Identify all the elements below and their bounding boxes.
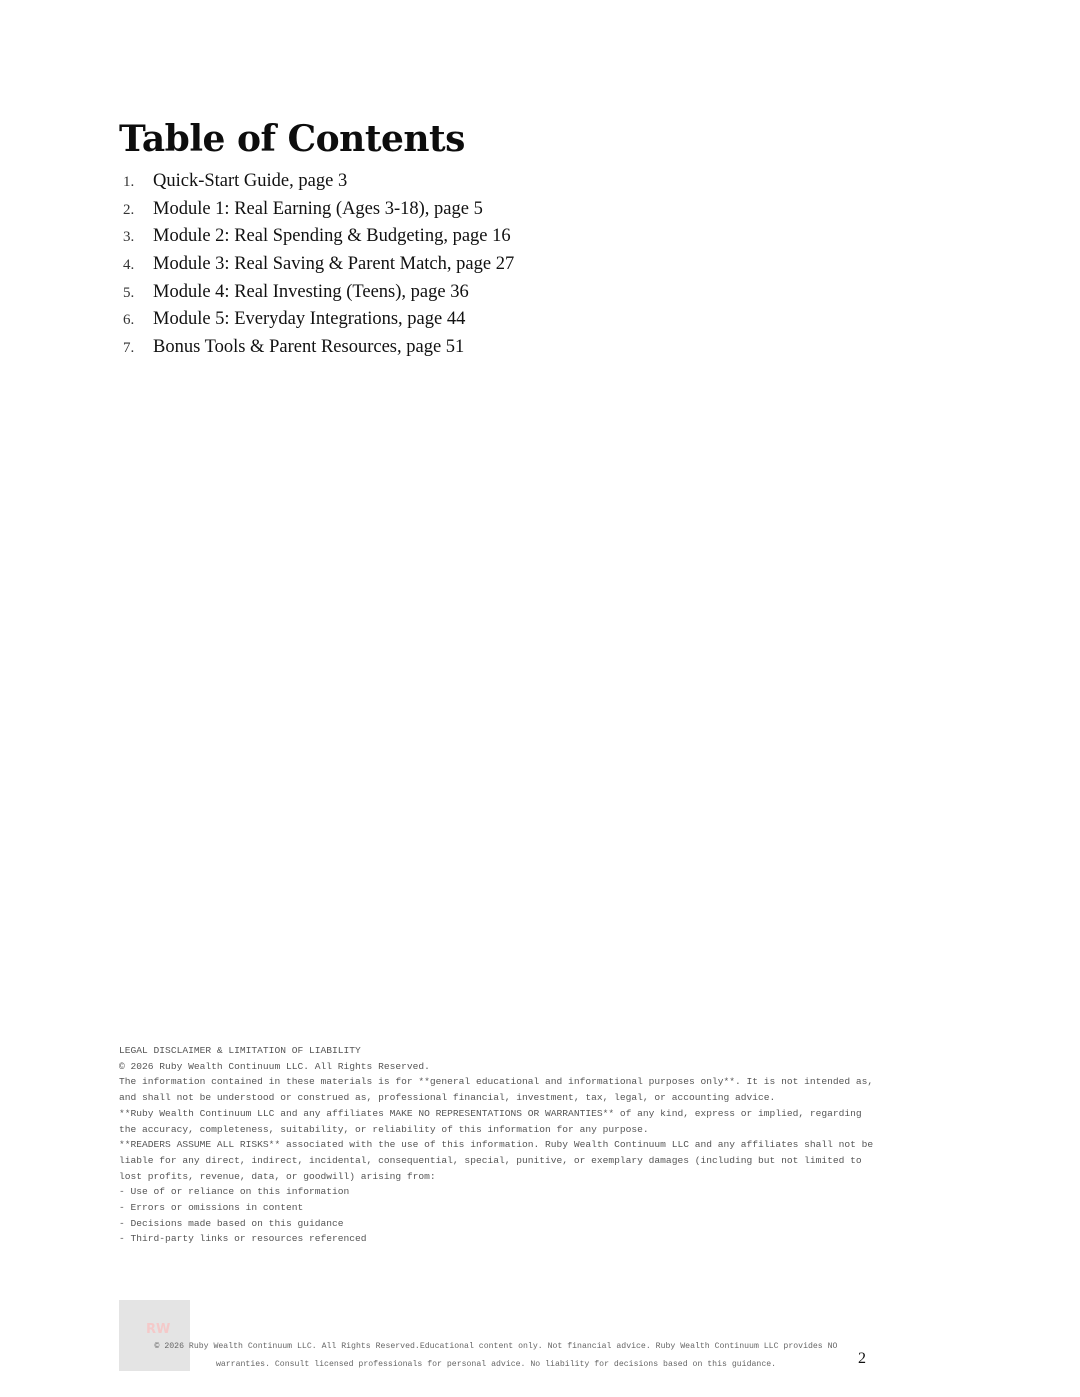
disclaimer-paragraph: The information contained in these materials is for **general educational and informational purposes only**. It is not intended as, and shall not be understood or construed as, professional financial, investment, tax, legal, or accounting advice. — [119, 1076, 879, 1104]
toc-item — [119, 199, 514, 227]
toc-number: 3. — [123, 229, 135, 246]
toc-entry-module-3: Module 3: Real Saving & Parent Match, page 27 — [153, 254, 515, 275]
toc-number: 6. — [123, 312, 135, 329]
toc-entry-module-4: Module 4: Real Investing (Teens), page 36 — [153, 281, 469, 302]
toc-item — [119, 254, 514, 282]
toc-item — [119, 309, 514, 337]
toc-entry-module-1: Module 1: Real Earning (Ages 3-18), page 5 — [153, 198, 483, 219]
disclaimer-copyright: © 2026 Ruby Wealth Continuum LLC. All Rights Reserved. — [119, 1060, 430, 1072]
disclaimer-paragraph: **Ruby Wealth Continuum LLC and any affiliates MAKE NO REPRESENTATIONS OR WARRANTIES** of any kind, express or implied, regarding the accuracy, completeness, suitability, or reliability of this information for any purpose. — [119, 1107, 868, 1135]
toc-item — [119, 337, 514, 365]
toc-entry-bonus-tools: Bonus Tools & Parent Resources, page 51 — [153, 337, 465, 358]
toc-entry-module-2: Module 2: Real Spending & Budgeting, page 16 — [153, 226, 511, 247]
toc-item — [119, 171, 514, 199]
toc-list — [119, 171, 514, 365]
toc-number: 5. — [123, 284, 135, 301]
disclaimer-list-item: - Use of or reliance on this information — [119, 1186, 350, 1198]
footer-line: warranties. Consult licensed professionals for personal advice. No liability for decisions based on this guidance. — [215, 1360, 777, 1369]
legal-disclaimer — [119, 1043, 879, 1247]
footer-line: © 2026 Ruby Wealth Continuum LLC. All Rights Reserved.Educational content only. Not financial advice. Ruby Wealth Continuum LLC provides NO — [154, 1342, 838, 1351]
toc-number: 4. — [123, 257, 135, 274]
toc-item — [119, 282, 514, 310]
disclaimer-heading: LEGAL DISCLAIMER & LIMITATION OF LIABILITY — [119, 1045, 361, 1056]
page-footer — [120, 1338, 872, 1374]
toc-number: 2. — [123, 201, 135, 218]
logo-mark: RW — [146, 1322, 171, 1337]
toc-entry-module-5: Module 5: Everyday Integrations, page 44 — [153, 309, 466, 330]
disclaimer-paragraph: **READERS ASSUME ALL RISKS** associated with the use of this information. Ruby Wealth Continuum LLC and any affiliates shall not be liable for any direct, indirect, incidental, consequential, special, punitive, or exemplary damages (including but not limited to lost profits, revenue, data, or goodwill) arising from: — [119, 1139, 879, 1182]
toc-number: 1. — [123, 174, 135, 190]
page-number: 2 — [858, 1350, 866, 1367]
page-title: Table of Contents — [119, 118, 465, 160]
toc-item — [119, 226, 514, 254]
toc-number: 7. — [123, 340, 135, 357]
disclaimer-list-item: - Decisions made based on this guidance — [119, 1217, 344, 1229]
disclaimer-list-item: - Errors or omissions in content — [119, 1202, 304, 1214]
toc-entry-quick-start: Quick-Start Guide, page 3 — [153, 171, 348, 191]
disclaimer-list-item: - Third-party links or resources referenced — [119, 1233, 367, 1245]
